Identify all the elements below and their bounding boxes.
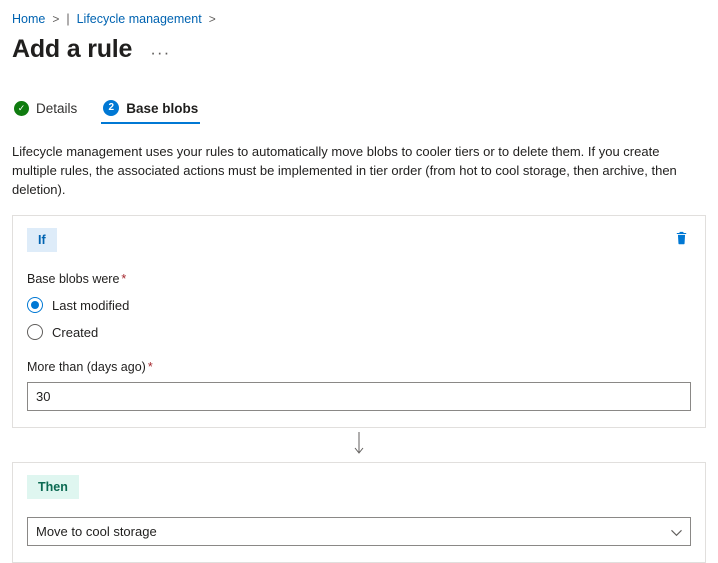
if-chip: If (27, 228, 57, 252)
down-arrow-icon (352, 432, 366, 458)
radio-last-modified[interactable] (27, 297, 691, 313)
days-ago-label (27, 360, 691, 374)
radio-created[interactable] (27, 324, 691, 340)
step-number-icon: 2 (103, 100, 119, 116)
required-asterisk: * (147, 360, 153, 374)
action-select[interactable]: Move to cool storage (27, 517, 691, 546)
tab-details-label: Details (36, 101, 78, 116)
tab-details[interactable] (12, 101, 79, 124)
check-icon: ✓ (14, 101, 29, 116)
radio-button-icon (27, 297, 43, 313)
required-asterisk: * (121, 272, 127, 286)
then-chip: Then (27, 475, 79, 499)
tab-base-blobs-label: Base blobs (126, 100, 199, 116)
breadcrumb-item-lifecycle-management[interactable]: Lifecycle management (76, 12, 202, 26)
radio-button-icon (27, 324, 43, 340)
breadcrumb-separator-icon: > (52, 12, 60, 26)
radio-created-label: Created (52, 324, 99, 340)
if-condition-card (12, 215, 706, 428)
more-options-icon[interactable]: ··· (150, 42, 171, 62)
delete-icon[interactable] (672, 228, 691, 248)
breadcrumb-divider: | (66, 12, 70, 26)
days-ago-label-text: More than (days ago) (27, 360, 146, 374)
then-card-header (27, 475, 691, 499)
breadcrumb (12, 10, 706, 28)
flow-arrow (12, 428, 706, 462)
breadcrumb-separator-icon-2: > (208, 12, 216, 26)
base-blobs-were-label (27, 272, 691, 286)
breadcrumb-item-home[interactable]: Home (12, 12, 46, 26)
days-ago-input[interactable] (27, 382, 691, 411)
wizard-tabs (12, 90, 706, 124)
base-blobs-were-label-text: Base blobs were (27, 272, 120, 286)
page-title: Add a rule (12, 35, 133, 63)
if-card-header (27, 228, 691, 252)
title-row (12, 34, 706, 64)
tab-base-blobs[interactable] (101, 100, 200, 124)
radio-last-modified-label: Last modified (52, 297, 130, 313)
page-description: Lifecycle management uses your rules to automatically move blobs to cooler tiers or to delete them. If you create multiple rules, the associated actions must be implemented in tier order (from hot to cool storage, then archive, then deletion). (12, 144, 677, 197)
then-action-card (12, 462, 706, 563)
action-select-wrapper (27, 517, 691, 546)
